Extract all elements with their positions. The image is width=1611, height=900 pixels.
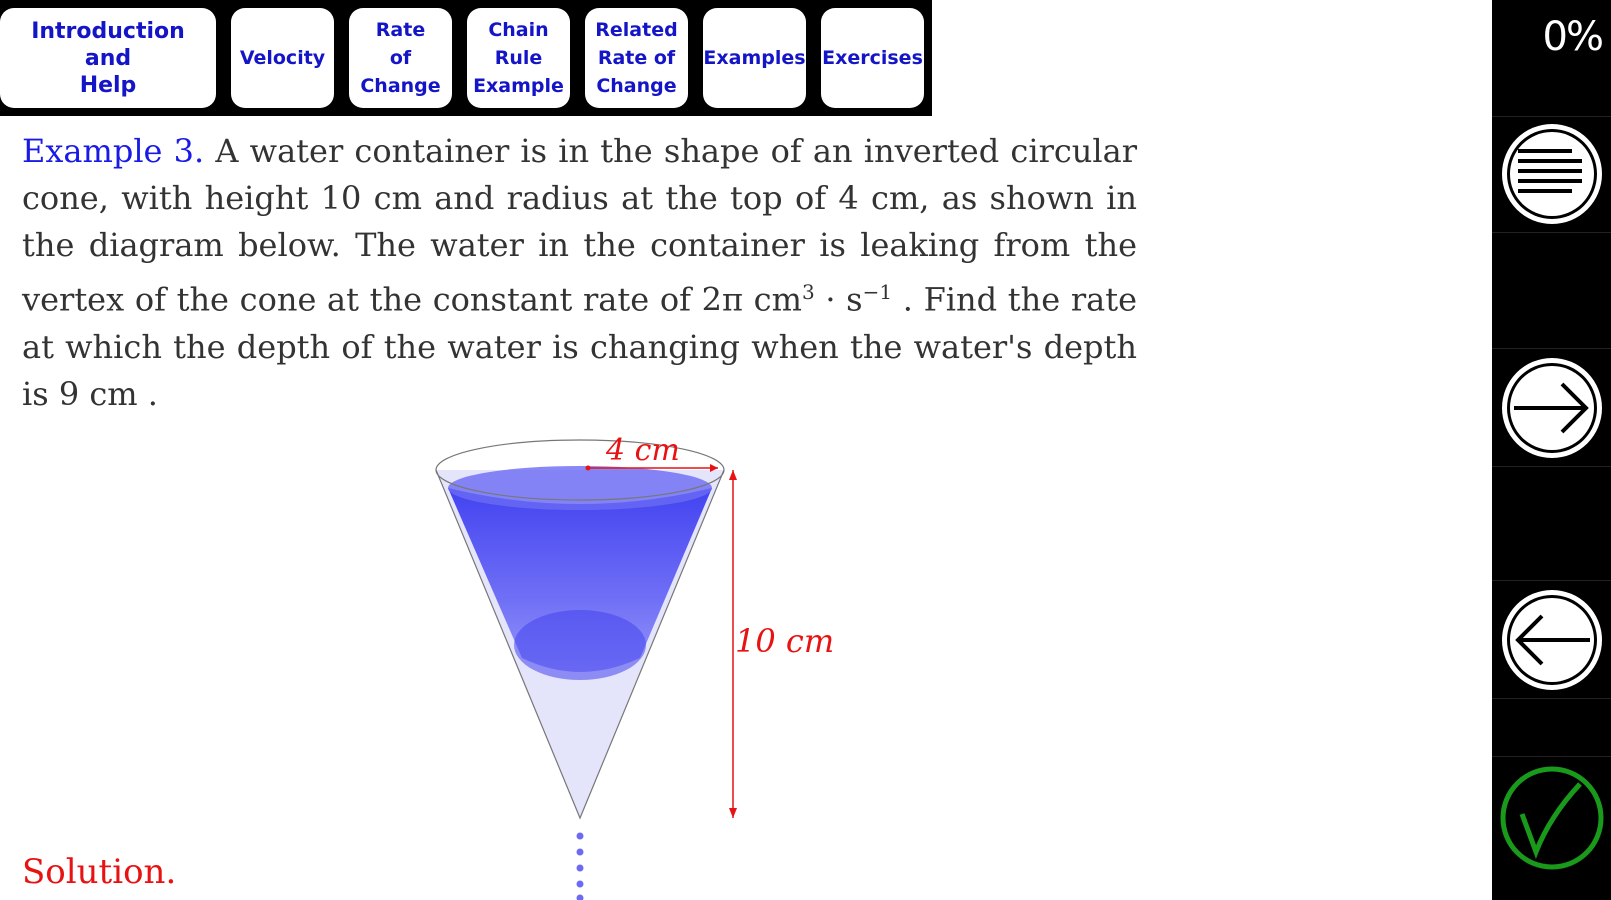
divider (1492, 348, 1611, 349)
tab-label: Chain Rule Example (473, 19, 564, 97)
menu-button[interactable] (1500, 122, 1604, 226)
check-answer-button[interactable] (1500, 766, 1604, 870)
water-surface (448, 466, 712, 510)
tab-examples[interactable] (703, 8, 806, 108)
navigation-tab-bar (0, 0, 932, 116)
height-arrow-top (729, 470, 737, 480)
divider (1492, 698, 1611, 699)
leaking-drops (577, 833, 584, 900)
cone-diagram (420, 420, 880, 900)
arrow-left-icon (1500, 588, 1604, 692)
exponent-minus-1: −1 (862, 280, 893, 304)
tab-label: Velocity (239, 47, 326, 69)
arrow-right-icon (1500, 356, 1604, 460)
divider (1492, 756, 1611, 757)
problem-text: A water container is in the shape of an inverted circular cone, with height 10 cm and radius at the top of 4 cm, as shown in the diagram below. The water in the container is leaking from the vertex of the cone at the constant rate of 2π cm (22, 132, 1138, 319)
tab-label: Related Rate of Change (595, 19, 678, 97)
tab-rate-of-change[interactable] (349, 8, 452, 108)
divider (1492, 580, 1611, 581)
progress-indicator: 0% (1542, 14, 1602, 60)
center-dot (586, 466, 591, 471)
divider (1492, 116, 1611, 117)
tab-label: Exercises (822, 47, 923, 69)
divider (1492, 232, 1611, 233)
problem-text-end: . Find the rate at which the depth of the water is changing when the water's depth is 9 cm . (22, 280, 1138, 413)
problem-text-mid: · s (814, 280, 863, 319)
problem-statement (22, 128, 1137, 418)
height-label: 10 cm (735, 622, 835, 660)
menu-icon (1500, 122, 1604, 226)
right-sidebar (1492, 0, 1611, 900)
divider (1492, 466, 1611, 467)
radius-label: 4 cm (606, 433, 680, 468)
tab-chain-rule-example[interactable] (467, 8, 570, 108)
tab-exercises[interactable] (821, 8, 924, 108)
tab-introduction-and-help[interactable] (0, 8, 216, 108)
example-label: Example 3. (22, 132, 205, 170)
tab-label: Introduction and Help (31, 18, 185, 98)
tab-related-rate-of-change[interactable] (585, 8, 688, 108)
tab-velocity[interactable] (231, 8, 334, 108)
water-depth-shade (514, 610, 646, 680)
tab-label: Examples (703, 47, 806, 69)
next-page-button[interactable] (1500, 356, 1604, 460)
tab-label: Rate of Change (360, 19, 441, 97)
checkmark-icon (1500, 766, 1604, 870)
previous-page-button[interactable] (1500, 588, 1604, 692)
solution-link[interactable]: Solution. (22, 852, 177, 892)
height-arrow-bottom (729, 808, 737, 818)
exponent-3: 3 (801, 280, 815, 304)
